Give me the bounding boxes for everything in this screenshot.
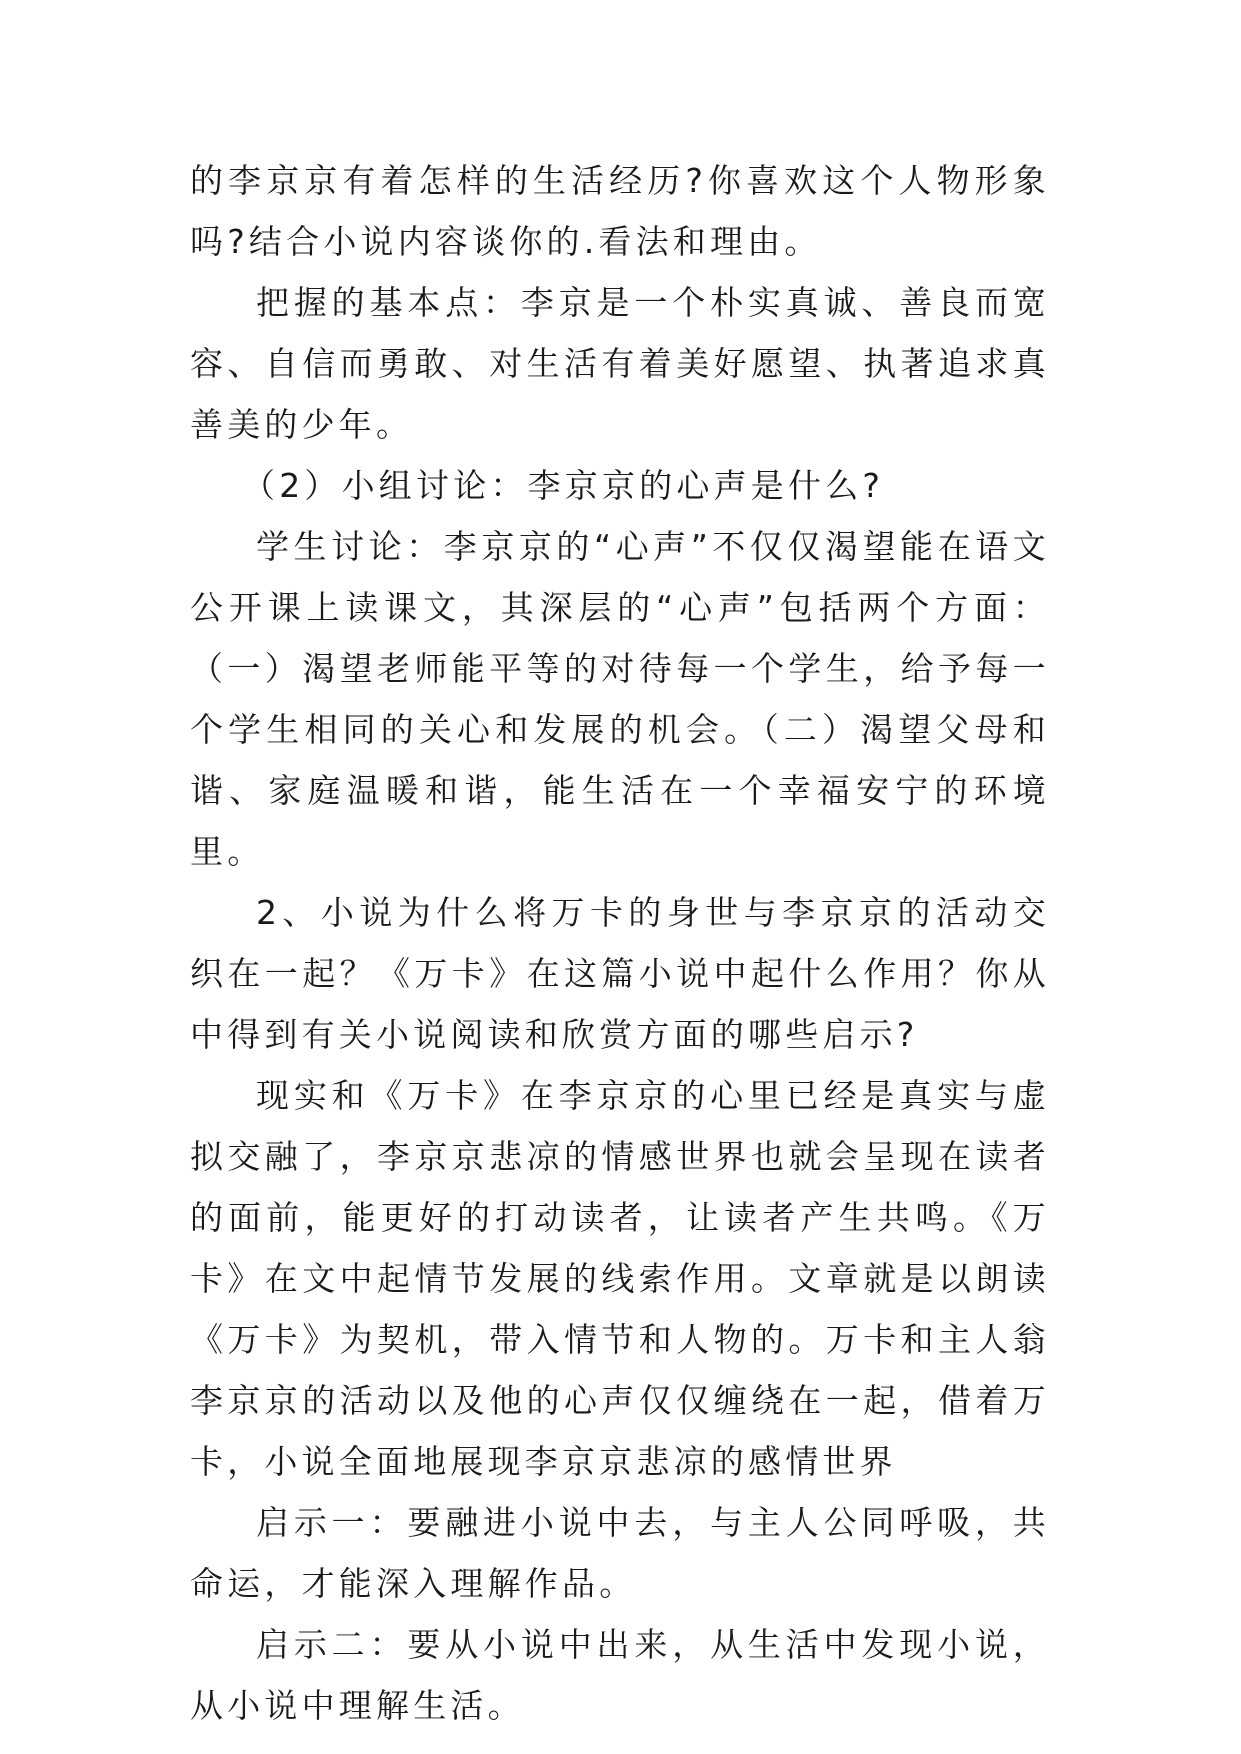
paragraph-continued: 的李京京有着怎样的生活经历?你喜欢这个人物形象吗?结合小说内容谈你的.看法和理由。: [190, 161, 1050, 261]
paragraph-analysis: 现实和《万卡》在李京京的心里已经是真实与虚拟交融了，李京京悲凉的情感世界也就会呈现在读者的面前，能更好的打动读者，让读者产生共鸣。《万卡》在文中起情节发展的线索作用。文章就是以朗读《万卡》为契机，带入情节和人物的。万卡和主人翁李京京的活动以及他的心声仅仅缠绕在一起，借着万卡，小说全面地展现李京京悲凉的感情世界: [190, 1076, 1050, 1481]
paragraph-student-discussion: 学生讨论：李京京的“心声”不仅仅渴望能在语文公开课上读课文，其深层的“心声”包括两个方面：（一）渴望老师能平等的对待每一个学生，给予每一个学生相同的关心和发展的机会。（二）渴望父母和谐、家庭温暖和谐，能生活在一个幸福安宁的环境里。: [190, 527, 1050, 871]
paragraph-question-two: 2、小说为什么将万卡的身世与李京京的活动交织在一起？《万卡》在这篇小说中起什么作用？你从中得到有关小说阅读和欣赏方面的哪些启示?: [190, 893, 1050, 1054]
paragraph-insight-two: 启示二：要从小说中出来，从生活中发现小说，从小说中理解生活。: [190, 1625, 1050, 1725]
paragraph-group-discussion-question: （2）小组讨论：李京京的心声是什么?: [242, 466, 885, 505]
paragraph-key-points: 把握的基本点：李京是一个朴实真诚、善良而宽容、自信而勇敢、对生活有着美好愿望、执著追求真善美的少年。: [190, 283, 1050, 444]
paragraph-insight-one: 启示一：要融进小说中去，与主人公同呼吸，共命运，才能深入理解作品。: [190, 1503, 1050, 1603]
document-body: [190, 150, 1050, 1736]
